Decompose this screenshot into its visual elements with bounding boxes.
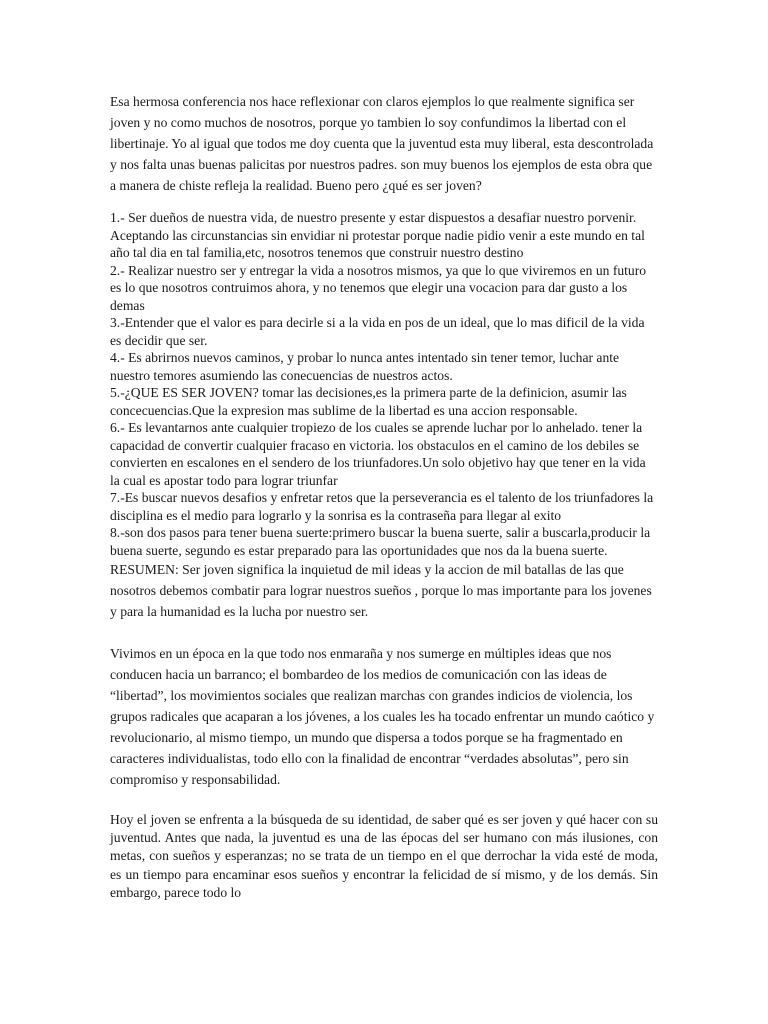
document-page <box>110 91 658 902</box>
hoy-paragraph: Hoy el joven se enfrenta a la búsqueda de su identidad, de saber qué es ser joven y qué hacer con su juventud. Antes que nada, la juventud es una de las épocas del ser humano con más ilusiones, con metas, con sueños y esperanzas; no se trata de un tiempo en el que derrochar la vida esté de moda, es un tiempo para encaminar esos sueños y encontrar la felicidad de sí mismo, y de los demás. Sin embargo, parece todo lo <box>110 812 658 900</box>
vivimos-paragraph: Vivimos en un época en la que todo nos enmaraña y nos sumerge en múltiples ideas que nos conducen hacia un barranco; el bombardeo de los medios de comunicación con las ideas de “libertad”, los movimientos sociales que realizan marchas con grandes indicios de violencia, los grupos radicales que acaparan a los jóvenes, a los cuales les ha tocado enfrentar un mundo caótico y revolucionario, al mismo tiempo, un mundo que dispersa a todos porque se ha fragmentado en caracteres individualistas, todo ello con la finalidad de encontrar “verdades absolutas”, pero sin compromiso y responsabilidad. <box>110 646 655 787</box>
list-item: 2.- Realizar nuestro ser y entregar la vida a nosotros mismos, ya que lo que viviremos en un futuro es lo que nosotros contruimos ahora, y no tenemos que elegir una vocacion para dar gusto a los demas <box>110 262 647 313</box>
intro-paragraph: Esa hermosa conferencia nos hace reflexionar con claros ejemplos lo que realmente significa ser joven y no como muchos de nosotros, porque yo tambien lo soy confundimos la libertad con el libertinaje. Yo al igual que todos me doy cuenta que la juventud esta muy liberal, esta descontrolada y nos falta unas buenas palicitas por nuestros padres. son muy buenos los ejemplos de esta obra que a manera de chiste refleja la realidad. Bueno pero ¿qué es ser joven? <box>110 94 654 193</box>
list-item: 1.- Ser dueños de nuestra vida, de nuestro presente y estar dispuestos a desafiar nuestro porvenir. Aceptando las circunstancias sin envidiar ni protestar porque nadie pidio venir a este mundo en tal año tal dia en tal familia,etc, nosotros tenemos que construir nuestro destino <box>110 210 645 260</box>
list-item: 3.-Entender que el valor es para decirle si a la vida en pos de un ideal, que lo mas dificil de la vida es decidir que ser. <box>110 315 645 348</box>
list-item: 4.- Es abrirnos nuevos caminos, y probar lo nunca antes intentado sin tener temor, luchar ante nuestro temores asumiendo las conecuencias de nuestros actos. <box>110 350 620 383</box>
list-item: 7.-Es buscar nuevos desafios y enfretar retos que la perseverancia es el talento de los triunfadores la disciplina es el medio para lograrlo y la sonrisa es la contraseña para llegar al exito <box>110 490 654 523</box>
definition-list <box>110 209 658 559</box>
summary-paragraph: RESUMEN: Ser joven significa la inquietud de mil ideas y la accion de mil batallas de las que nosotros debemos combatir para lograr nuestros sueños , porque lo mas importante para los jovenes y para la humanidad es la lucha por nuestro ser. <box>110 562 652 619</box>
list-item: 6.- Es levantarnos ante cualquier tropiezo de los cuales se aprende luchar por lo anhelado. tener la capacidad de convertir cualquier fracaso en victoria. los obstaculos en el camino de los debiles se convierten en escalones en el sendero de los triunfadores.Un solo objetivo hay que tener en la vida la cual es apostar todo para lograr triunfar <box>110 420 646 488</box>
list-item: 5.-¿QUE ES SER JOVEN? tomar las decisiones,es la primera parte de la definicion, asumir las concecuencias.Que la expresion mas sublime de la libertad es una accion responsable. <box>110 385 627 418</box>
list-item: 8.-son dos pasos para tener buena suerte:primero buscar la buena suerte, salir a buscarla,producir la buena suerte, segundo es estar preparado para las oportunidades que nos da la buena suerte. <box>110 525 651 558</box>
